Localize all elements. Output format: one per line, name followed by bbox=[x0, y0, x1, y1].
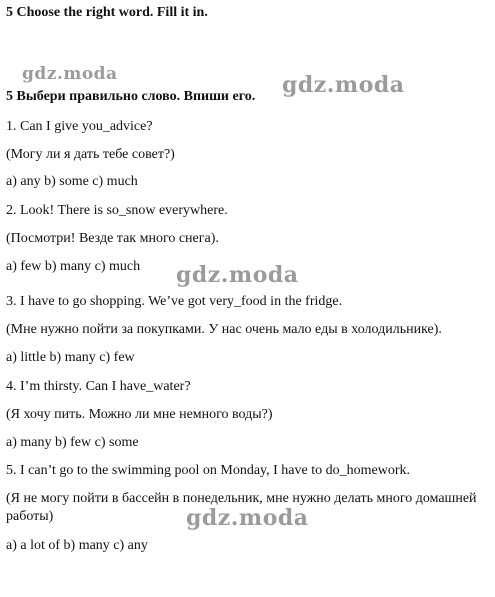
translation-1: (Могу ли я дать тебе совет?) bbox=[6, 147, 175, 162]
translation-3: (Мне нужно пойти за покупками. У нас очень мало еды в холодильнике). bbox=[6, 322, 442, 337]
question-2: 2. Look! There is so_snow everywhere. bbox=[6, 203, 228, 218]
translation-4: (Я хочу пить. Можно ли мне немного воды?) bbox=[6, 407, 273, 422]
translation-2: (Посмотри! Везде так много снега). bbox=[6, 231, 219, 246]
question-5: 5. I can’t go to the swimming pool on Monday, I have to do_homework. bbox=[6, 463, 410, 478]
options-3: a) little b) many c) few bbox=[6, 350, 135, 365]
question-4: 4. I’m thirsty. Can I have_water? bbox=[6, 379, 191, 394]
translation-5: (Я не могу пойти в бассейн в понедельник, мне нужно делать много домашней работы) bbox=[6, 491, 477, 524]
question-3: 3. I have to go shopping. We’ve got very_food in the fridge. bbox=[6, 294, 343, 309]
options-4: a) many b) few c) some bbox=[6, 435, 139, 450]
options-1: a) any b) some c) much bbox=[6, 174, 138, 189]
question-1: 1. Can I give you_advice? bbox=[6, 119, 153, 134]
watermark-logo: gdz.moda bbox=[176, 262, 299, 288]
watermark-logo: gdz.moda bbox=[282, 72, 405, 98]
watermark-logo: gdz.moda bbox=[22, 64, 118, 84]
exercise-heading-english: 5 Choose the right word. Fill it in. bbox=[6, 5, 208, 20]
exercise-heading-russian: 5 Выбери правильно слово. Впиши его. bbox=[6, 89, 256, 104]
watermark-logo: gdz.moda bbox=[186, 505, 309, 531]
options-5: a) a lot of b) many c) any bbox=[6, 538, 148, 553]
options-2: a) few b) many c) much bbox=[6, 259, 141, 274]
